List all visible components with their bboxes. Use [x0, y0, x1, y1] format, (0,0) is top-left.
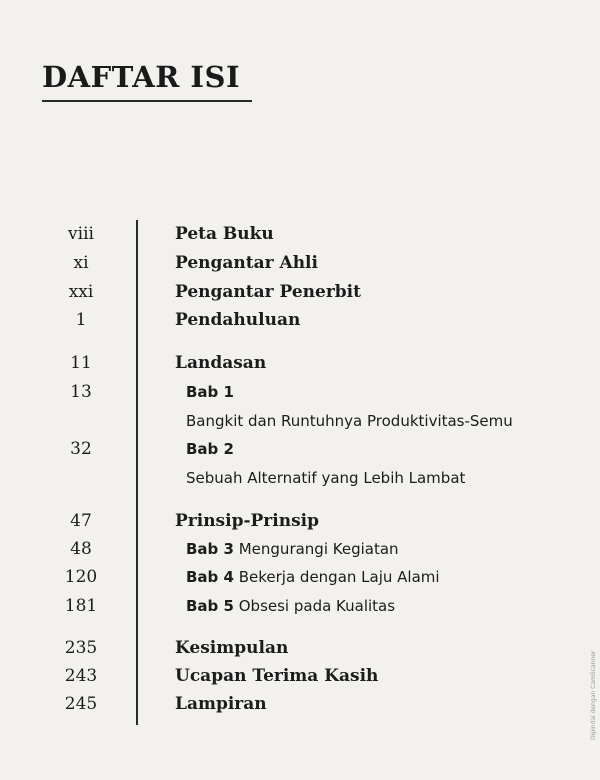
chapter-name: Obsesi pada Kualitas [238, 597, 396, 615]
toc-row-pengantar-penerbit [0, 278, 600, 306]
toc-page-number: 245 [64, 694, 98, 714]
toc-entry-title: Kesimpulan [175, 638, 289, 658]
toc-row-pendahuluan [0, 306, 600, 334]
chapter-number: Bab 3 [186, 540, 234, 558]
toc-row-prinsip-prinsip [0, 507, 600, 535]
toc-chapter-label [186, 378, 234, 406]
toc-row-bab-5 [0, 592, 600, 620]
toc-entry-title: Pengantar Ahli [175, 253, 318, 273]
title-underline [42, 100, 252, 102]
toc-row-bab-4 [0, 563, 600, 591]
toc-page-number: 13 [70, 382, 92, 402]
toc-row-ucapan-terima-kasih [0, 662, 600, 690]
toc-page-number: 120 [64, 567, 98, 587]
toc-page-number: 181 [64, 596, 98, 616]
toc-row-peta-buku [0, 220, 600, 248]
toc-row-lampiran [0, 690, 600, 718]
toc-row-landasan [0, 349, 600, 377]
toc-page-number: viii [68, 224, 94, 244]
toc-part-title: Prinsip-Prinsip [175, 511, 320, 531]
toc-chapter-entry [186, 535, 399, 563]
toc-page-number: xi [73, 253, 89, 273]
toc-row-kesimpulan [0, 634, 600, 662]
toc-row-bab-2 [0, 435, 600, 463]
toc-row-bab-1 [0, 378, 600, 406]
toc-page-number: 235 [64, 638, 98, 658]
toc-page-number: 48 [70, 539, 92, 559]
chapter-number: Bab 2 [186, 440, 234, 458]
toc-part-title: Landasan [175, 353, 267, 373]
toc-page-number: 11 [70, 353, 92, 373]
toc-page-number: 243 [64, 666, 98, 686]
toc-row-bab-3 [0, 535, 600, 563]
toc-page-number: 47 [70, 511, 92, 531]
chapter-number: Bab 4 [186, 568, 234, 586]
toc-chapter-entry [186, 592, 395, 620]
toc-page-number: 1 [75, 310, 87, 330]
scanner-watermark: Dipindai dengan CamScanner [590, 650, 597, 740]
toc-chapter-subtitle: Bangkit dan Runtuhnya Produktivitas-Semu [186, 412, 513, 430]
page-title: DAFTAR ISI [42, 60, 241, 94]
toc-page-number: 32 [70, 439, 92, 459]
toc-entry-title: Peta Buku [175, 224, 274, 244]
toc-entry-title: Lampiran [175, 694, 267, 714]
toc-chapter-entry [186, 563, 440, 591]
toc-row-bab-1-subtitle [0, 407, 600, 435]
toc-row-pengantar-ahli [0, 249, 600, 277]
chapter-name: Bekerja dengan Laju Alami [238, 568, 440, 586]
toc-page-number: xxi [68, 282, 94, 302]
chapter-number: Bab 1 [186, 383, 234, 401]
toc-entry-title: Pendahuluan [175, 310, 301, 330]
toc-entry-title: Pengantar Penerbit [175, 282, 361, 302]
toc-row-bab-2-subtitle [0, 464, 600, 492]
chapter-number: Bab 5 [186, 597, 234, 615]
toc-chapter-subtitle: Sebuah Alternatif yang Lebih Lambat [186, 469, 466, 487]
toc-chapter-label [186, 435, 234, 463]
chapter-name: Mengurangi Kegiatan [238, 540, 399, 558]
toc-entry-title: Ucapan Terima Kasih [175, 666, 379, 686]
